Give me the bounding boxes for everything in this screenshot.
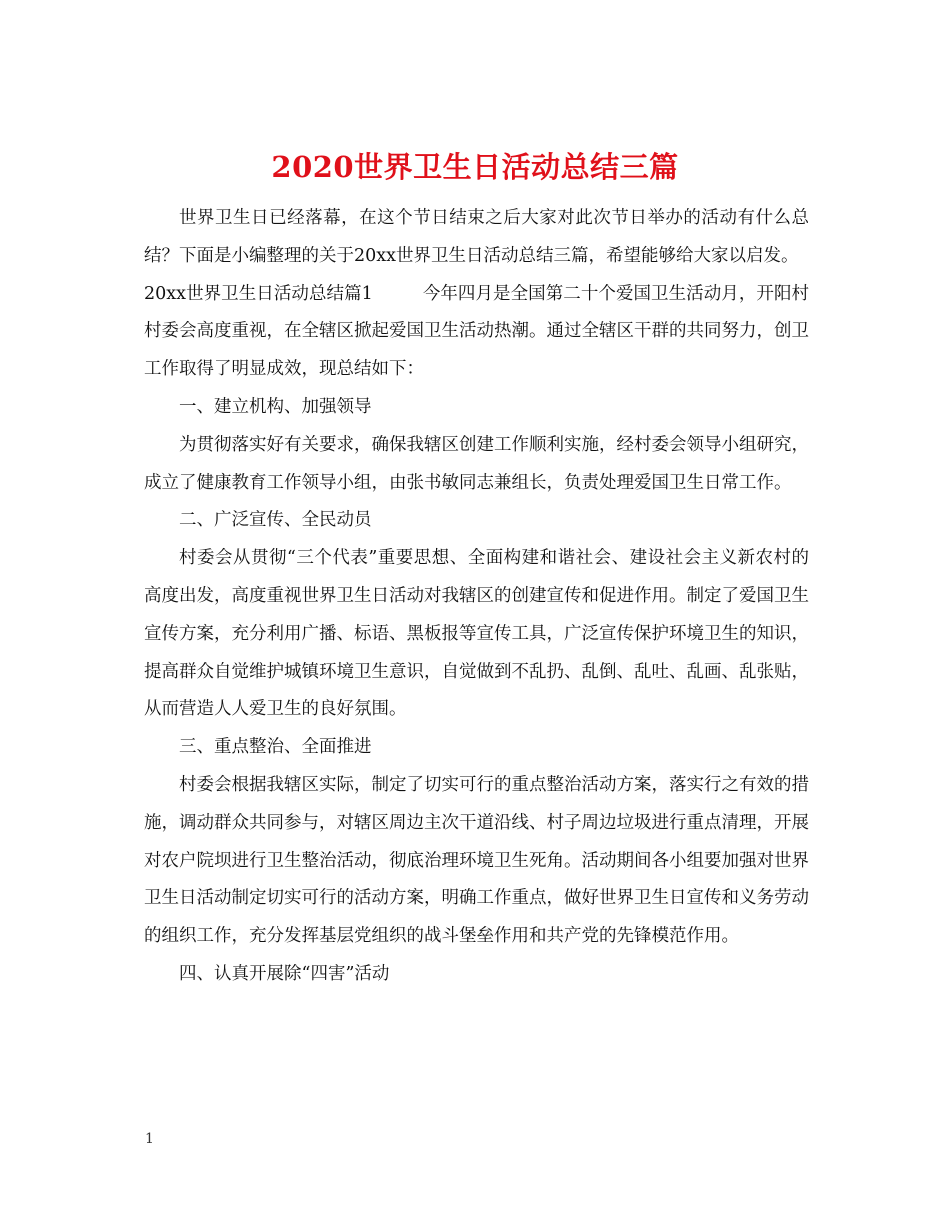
document-title: 2020世界卫生日活动总结三篇 xyxy=(271,150,679,185)
paragraph-publicity-mobilization: 村委会从贯彻“三个代表”重要思想、全面构建和谐社会、建设社会主义新农村的高度出发，高度重视世界卫生日活动对我辖区的创建宣传和促进作用。制定了爱国卫生宣传方案，充分利用广播、标语、黑板报等宣传工具，广泛宣传保护环境卫生的知识，提高群众自觉维护城镇环境卫生意识，自觉做到不乱扔、乱倒、乱吐、乱画、乱张贴，从而营造人人爱卫生的良好氛围。 xyxy=(144,548,809,720)
section-label: 20xx世界卫生日活动总结篇1 xyxy=(144,283,373,304)
section-paragraph xyxy=(144,276,809,389)
paragraph-key-remediation: 村委会根据我辖区实际，制定了切实可行的重点整治活动方案，落实行之有效的措施，调动群众共同参与，对辖区周边主次干道沿线、村子周边垃圾进行重点清理，开展对农户院坝进行卫生整治活动，彻底治理环境卫生死角。活动期间各小组要加强对世界卫生日活动制定切实可行的活动方案，明确工作重点，做好世界卫生日宣传和义务劳动的组织工作，充分发挥基层党组织的战斗堡垒作用和共产党的先锋模范作用。 xyxy=(144,774,809,947)
heading-key-remediation: 三、重点整治、全面推进 xyxy=(179,737,372,758)
intro-paragraph: 世界卫生日已经落幕，在这个节日结束之后大家对此次节日举办的活动有什么总结？下面是小编整理的关于20xx世界卫生日活动总结三篇，希望能够给大家以启发。 xyxy=(144,208,809,266)
heading-four-pests: 四、认真开展除“四害”活动 xyxy=(179,963,390,984)
section-intro-text: 今年四月是全国第二十个爱国卫生活动月，开阳村村委会高度重视，在全辖区掀起爱国卫生活动热潮。通过全辖区干群的共同努力，创卫工作取得了明显成效，现总结如下： xyxy=(144,283,810,380)
page-number: 1 xyxy=(145,1131,154,1147)
paragraph-establish-organization: 为贯彻落实好有关要求，确保我辖区创建工作顺利实施，经村委会领导小组研究，成立了健康教育工作领导小组，由张书敏同志兼组长，负责处理爱国卫生日常工作。 xyxy=(144,434,809,493)
document-body xyxy=(144,200,809,994)
heading-establish-organization: 一、建立机构、加强领导 xyxy=(179,396,372,417)
heading-publicity-mobilization: 二、广泛宣传、全民动员 xyxy=(179,510,372,531)
